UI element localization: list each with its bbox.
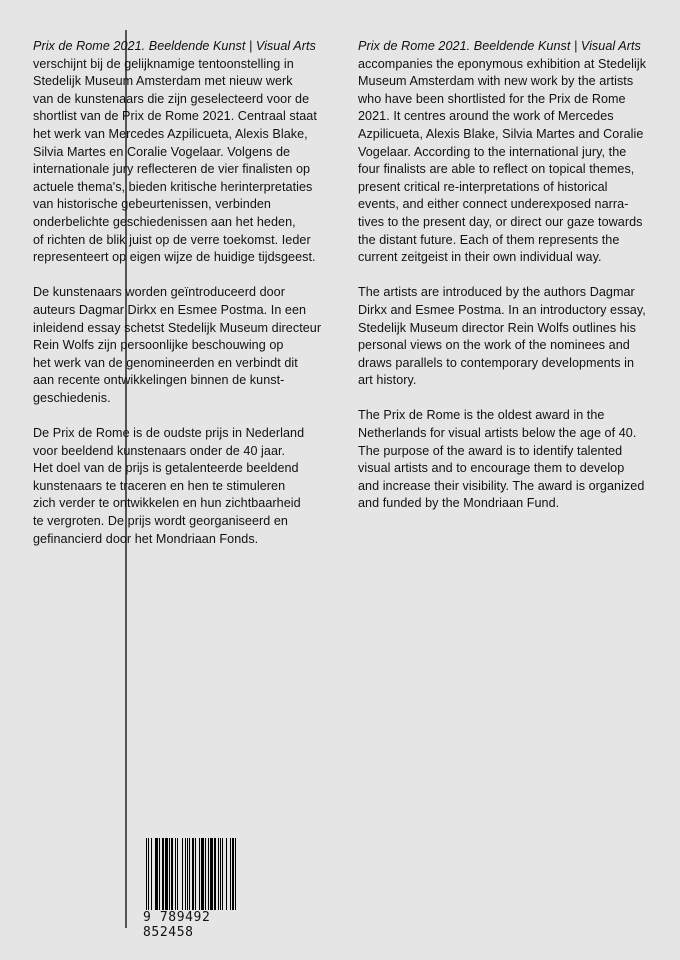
text-line: aan recente ontwikkelingen binnen de kunst- [33,373,285,388]
text-line: Silvia Martes en Coralie Vogelaar. Volgens de [33,144,291,159]
text-line: zich verder te ontwikkelen en hun zichtbaarheid [33,496,301,511]
barcode-bar [236,838,237,912]
text-line: actuele thema's, bieden kritische herinterpretaties [33,179,313,194]
text-line: te vergroten. De prijs wordt georganiseerd en [33,514,288,529]
text-line: Museum Amsterdam with new work by the artists [358,74,634,89]
book-title: Prix de Rome 2021. Beeldende Kunst | Visual Arts [358,39,641,53]
text-line: personal views on the work of the nominees and [358,338,630,353]
text-line: verschijnt bij de gelijknamige tentoonstelling in [33,56,294,71]
text-line: representeert op eigen wijze de huidige tijdsgeest. [33,250,316,265]
paragraph [358,284,658,390]
text-line: van de kunstenaars die zijn geselecteerd voor de [33,91,310,106]
text-line: and funded by the Mondriaan Fund. [358,496,560,511]
paragraph [358,407,658,513]
text-line: van historische gebeurtenissen, verbinden [33,197,271,212]
barcode-bars [146,838,258,912]
text-line: the distant future. Each of them represents the [358,232,620,247]
text-line: present critical re-interpretations of historical [358,179,608,194]
text-line: of richten de blik juist op de verre toekomst. Ieder [33,232,311,247]
text-line: shortlist van de Prix de Rome 2021. Centraal staat [33,109,317,124]
text-line: De Prix de Rome is de oudste prijs in Nederland [33,426,305,441]
isbn-barcode [143,838,258,940]
text-line: current zeitgeist in their own individual way. [358,250,602,265]
text-line: The Prix de Rome is the oldest award in the [358,408,605,423]
text-line: Dirkx and Esmee Postma. In an introductory essay, [358,302,646,317]
text-line: Netherlands for visual artists below the age of 40. [358,426,637,441]
text-line: draws parallels to contemporary developments in [358,355,635,370]
text-line: 2021. It centres around the work of Mercedes [358,109,614,124]
text-line: tives to the present day, or direct our gaze towards [358,214,643,229]
text-line: onderbelichte geschiedenissen aan het heden, [33,214,296,229]
text-line: geschiedenis. [33,390,111,405]
text-line: events, and either connect underexposed narra- [358,197,629,212]
paragraph [33,425,333,548]
text-line: and increase their visibility. The award is organized [358,478,645,493]
text-line: Het doel van de prijs is getalenteerde beeldend [33,461,299,476]
text-line: De kunstenaars worden geïntroduceerd door [33,285,285,300]
text-line: The purpose of the award is to identify talented [358,443,623,458]
paragraph [358,56,658,267]
text-line: four finalists are able to reflect on topical themes, [358,162,635,177]
isbn-number: 9 789492 852458 [143,910,258,940]
text-line: het werk van de genomineerden en verbindt dit [33,355,298,370]
text-line: auteurs Dagmar Dirkx en Esmee Postma. In een [33,302,307,317]
text-line: internationale jury reflecteren de vier finalisten op [33,162,311,177]
text-line: inleidend essay schetst Stedelijk Museum directeur [33,320,322,335]
text-line: accompanies the eponymous exhibition at Stedelijk [358,56,647,71]
text-line: Rein Wolfs zijn persoonlijke beschouwing op [33,338,284,353]
text-line: visual artists and to encourage them to develop [358,461,625,476]
text-line: Vogelaar. According to the international jury, the [358,144,627,159]
paragraph [33,56,333,267]
book-title: Prix de Rome 2021. Beeldende Kunst | Visual Arts [33,39,316,53]
text-line: voor beeldend kunstenaars onder de 40 jaar. [33,443,286,458]
text-line: art history. [358,373,417,388]
paragraph [33,284,333,407]
text-line: who have been shortlisted for the Prix de Rome [358,91,626,106]
text-line: kunstenaars te traceren en hen te stimuleren [33,478,286,493]
text-line: gefinancierd door het Mondriaan Fonds. [33,531,259,546]
english-text-column [358,38,658,531]
text-line: Azpilicueta, Alexis Blake, Silvia Martes and Coralie [358,126,644,141]
text-line: Stedelijk Museum director Rein Wolfs outlines his [358,320,636,335]
text-line: The artists are introduced by the authors Dagmar [358,285,635,300]
text-line: het werk van Mercedes Azpilicueta, Alexis Blake, [33,126,308,141]
text-line: Stedelijk Museum Amsterdam met nieuw werk [33,74,293,89]
dutch-text-column [33,38,333,566]
